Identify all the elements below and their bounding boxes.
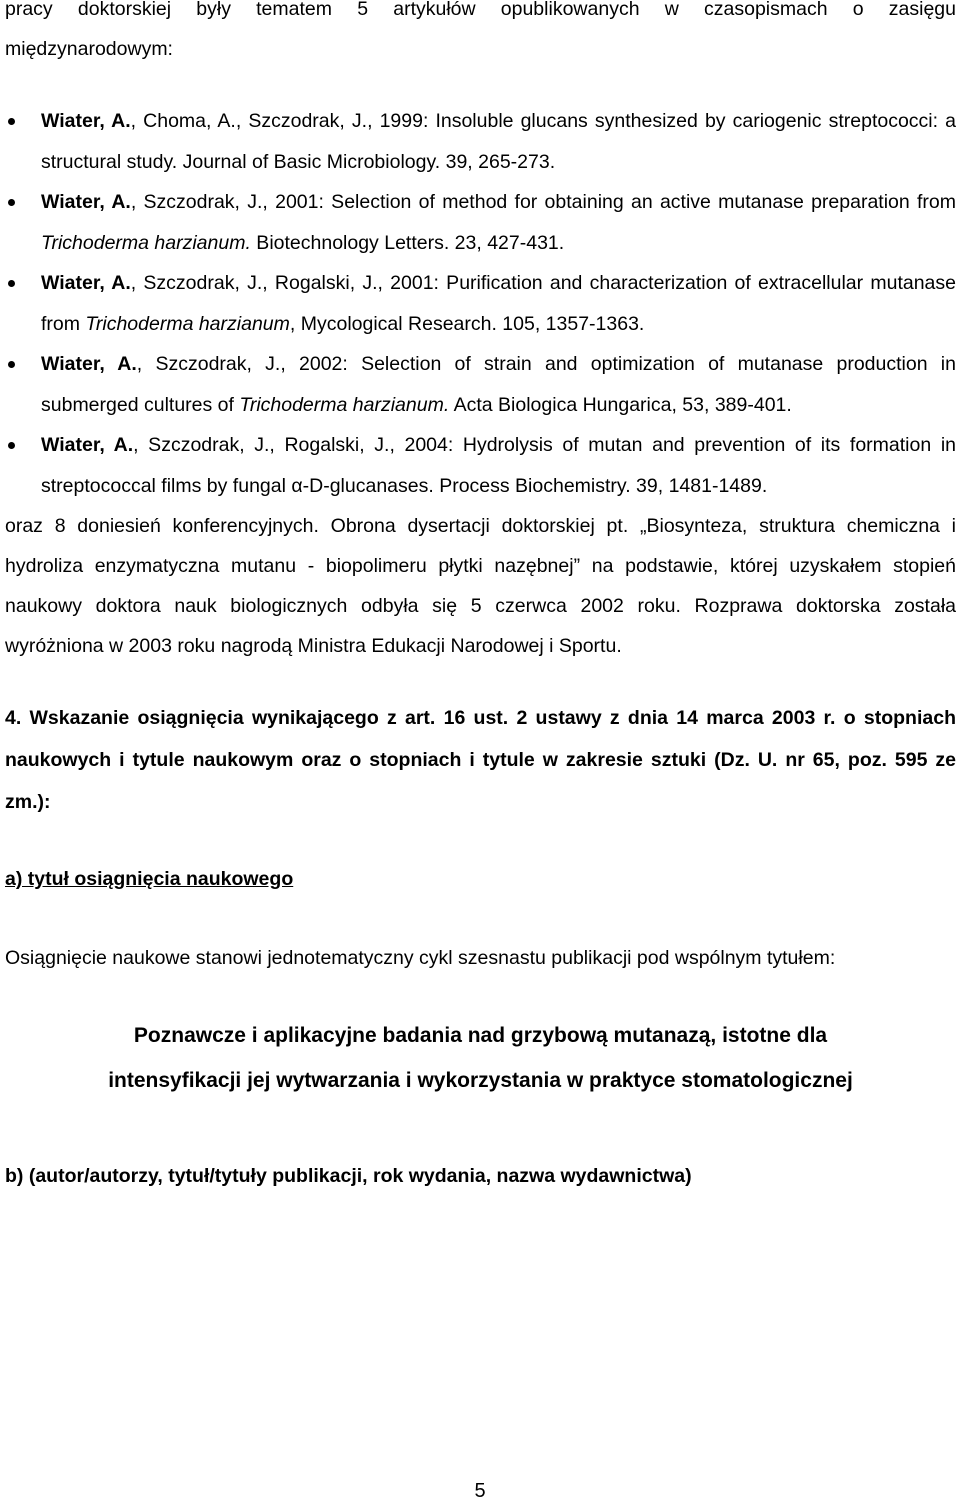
page-number: 5 bbox=[474, 1480, 486, 1502]
document-page bbox=[5, 0, 956, 1196]
publication-coauthors: , Szczodrak, J., Rogalski, J. bbox=[130, 272, 378, 294]
publication-lead-author: Wiater, A. bbox=[41, 434, 134, 456]
publication-coauthors: , Szczodrak, J., Rogalski, J. bbox=[133, 434, 390, 456]
publication-list bbox=[5, 101, 956, 506]
intro-line-1: pracy doktorskiej były tematem 5 artykułów opublikowanych w czasopismach o zasięgu bbox=[5, 0, 956, 20]
publication-species: Trichoderma harzianum. bbox=[239, 393, 450, 416]
publication-text bbox=[41, 101, 956, 182]
publication-journal: Acta Biologica Hungarica, 53, 389-401. bbox=[449, 393, 792, 416]
bullet-icon bbox=[8, 361, 15, 368]
bullet-icon bbox=[8, 280, 15, 287]
publication-lead-author: Wiater, A. bbox=[41, 353, 137, 375]
publication-citation: , 1999: Insoluble glucans synthesized by cariogenic streptococci: a structural study. Journal of Basic Microbiology. 39, 265-273. bbox=[41, 110, 956, 173]
publication-coauthors: , Szczodrak, J. bbox=[136, 353, 281, 375]
series-title-line-2: intensyfikacji jej wytwarzania i wykorzystania w praktyce stomatologicznej bbox=[108, 1069, 853, 1092]
publication-journal: , Mycological Research. 105, 1357-1363. bbox=[289, 312, 645, 335]
bullet-icon bbox=[8, 118, 15, 125]
publication-item bbox=[5, 344, 956, 425]
publication-species: Trichoderma harzianum. bbox=[41, 231, 251, 254]
publication-item bbox=[5, 263, 956, 344]
achievement-paragraph: Osiągnięcie naukowe stanowi jednotematyczny cykl szesnastu publikacji pod wspólnym tytułem: bbox=[5, 947, 836, 969]
intro-line-2: międzynarodowym: bbox=[5, 38, 173, 60]
publication-item bbox=[5, 182, 956, 263]
publication-item bbox=[5, 101, 956, 182]
publication-citation: , 2001: Selection of method for obtaining an active mutanase preparation from bbox=[262, 191, 956, 213]
publication-species: Trichoderma harzianum bbox=[85, 312, 290, 335]
publication-coauthors: , Choma, A., Szczodrak, J. bbox=[130, 110, 368, 132]
publication-citation: , 2002: Selection of strain and optimization of mutanase production in submerged cultures of bbox=[41, 353, 956, 416]
intro-paragraph bbox=[5, 0, 956, 69]
publication-citation: , 2001: Purification and characterization of extracellular mutanase from bbox=[41, 272, 956, 335]
section-a-heading: a) tytuł osiągnięcia naukowego bbox=[5, 868, 294, 890]
series-title bbox=[5, 1013, 956, 1103]
publication-text bbox=[41, 182, 956, 263]
dissertation-paragraph: oraz 8 doniesień konferencyjnych. Obrona dysertacji doktorskiej pt. „Biosynteza, struktura chemiczna i hydroliza enzymatyczna mutanu - biopolimeru płytki nazębnej” na podstawie, której uzyskałem stopień naukowy doktora nauk biologicznych odbyła się 5 czerwca 2002 roku. Rozprawa doktorska została wyróżniona w 2003 roku nagrodą Ministra Edukacji Narodowej i Sportu. bbox=[5, 515, 956, 657]
publication-lead-author: Wiater, A. bbox=[41, 272, 131, 294]
section-4-heading: 4. Wskazanie osiągnięcia wynikającego z art. 16 ust. 2 ustawy z dnia 14 marca 2003 r. o stopniach naukowych i tytule naukowym oraz o stopniach i tytule w zakresie sztuki (Dz. U. nr 65, poz. 595 ze zm.): bbox=[5, 707, 956, 813]
publication-citation: , 2004: Hydrolysis of mutan and prevention of its formation in streptococcal films by fungal α-D-glucanases. Process Biochemistry. 39, 1481-1489. bbox=[41, 434, 956, 497]
publication-lead-author: Wiater, A. bbox=[41, 191, 131, 213]
bullet-icon bbox=[8, 199, 15, 206]
publication-text bbox=[41, 425, 956, 506]
publication-journal: Biotechnology Letters. 23, 427-431. bbox=[250, 231, 565, 254]
section-b-heading: b) (autor/autorzy, tytuł/tytuły publikacji, rok wydania, nazwa wydawnictwa) bbox=[5, 1165, 692, 1187]
publication-coauthors: , Szczodrak, J. bbox=[130, 191, 263, 213]
publication-item bbox=[5, 425, 956, 506]
publication-text bbox=[41, 344, 956, 425]
series-title-line-1: Poznawcze i aplikacyjne badania nad grzybową mutanazą, istotne dla bbox=[133, 1024, 828, 1047]
publication-lead-author: Wiater, A. bbox=[41, 110, 131, 132]
bullet-icon bbox=[8, 442, 15, 449]
publication-text bbox=[41, 263, 956, 344]
